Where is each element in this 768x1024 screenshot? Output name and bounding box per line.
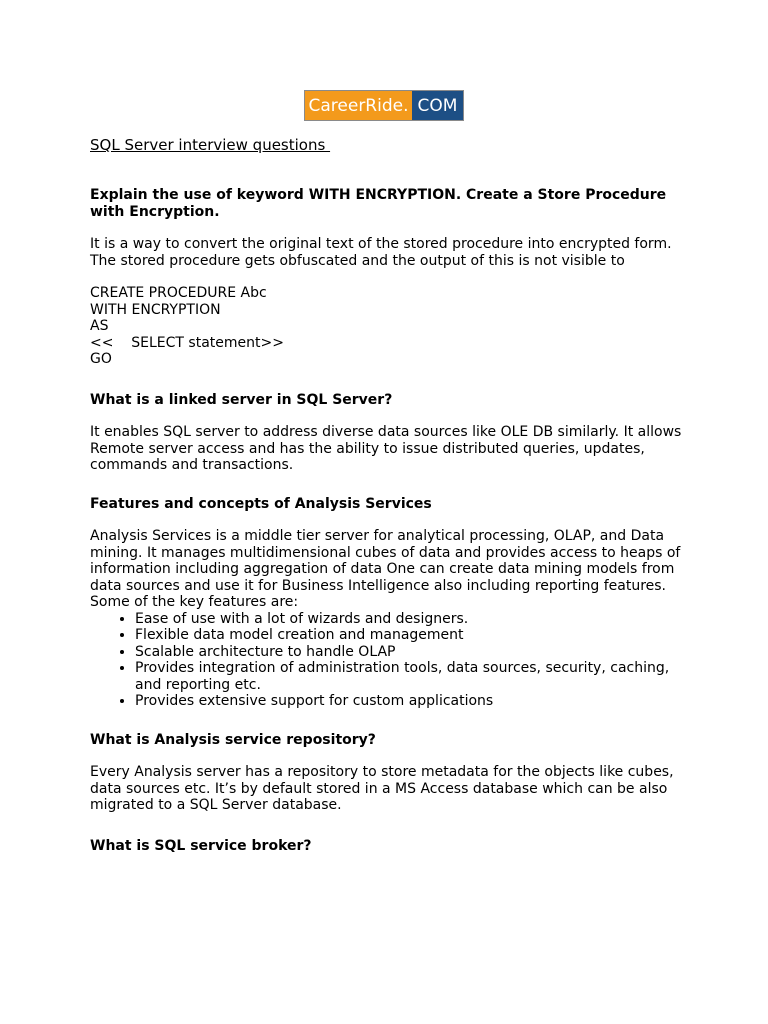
list-item: • Ease of use with a lot of wizards and designers. [135, 611, 690, 628]
code-line: AS [90, 318, 109, 334]
question-linked-server: What is a linked server in SQL Server? [90, 391, 393, 408]
answer-analysis-services: Analysis Services is a middle tier server for analytical processing, OLAP, and Data mining. It manages multidimensional cubes of data and provides access to heaps of information including aggregation of data One can create data mining models from data sources and use it for Business Intelligence also including reporting features. Some of the key features are: [90, 528, 681, 610]
answer-repository: Every Analysis server has a repository to store metadata for the objects like cubes, data sources etc. It’s by default stored in a MS Access database which can be also migrated to a SQL Server database. [90, 764, 674, 813]
code-block [90, 285, 690, 368]
question-service-broker: What is SQL service broker? [90, 837, 312, 854]
code-line: CREATE PROCEDURE Abc [90, 285, 267, 301]
features-list [90, 611, 690, 710]
page-title: SQL Server interview questions [90, 136, 331, 154]
answer-with-encryption: It is a way to convert the original text of the stored procedure into encrypted form. The stored procedure gets obfuscated and the output of this is not visible to [90, 236, 672, 269]
code-line: GO [90, 351, 112, 367]
question-with-encryption: Explain the use of keyword WITH ENCRYPTION. Create a Store Procedure with Encryption. [90, 187, 667, 220]
list-item: • Scalable architecture to handle OLAP [135, 644, 690, 661]
code-line: << SELECT statement>> [90, 334, 284, 351]
code-line: WITH ENCRYPTION [90, 301, 221, 318]
answer-linked-server: It enables SQL server to address diverse data sources like OLE DB similarly. It allows Remote server access and has the ability to issue distributed queries, updates, commands and transactions. [90, 424, 682, 473]
logo-text-com: COM [412, 91, 463, 120]
list-item: • Flexible data model creation and management [135, 627, 690, 644]
logo-text-careerride: CareerRide. [305, 91, 412, 120]
question-analysis-services: Features and concepts of Analysis Services [90, 495, 432, 512]
list-item: • Provides integration of administration tools, data sources, security, caching, and reporting etc. [135, 660, 690, 693]
document-body [90, 137, 690, 854]
question-repository: What is Analysis service repository? [90, 731, 376, 748]
list-item: • Provides extensive support for custom applications [135, 693, 690, 710]
careerride-logo [304, 90, 464, 121]
